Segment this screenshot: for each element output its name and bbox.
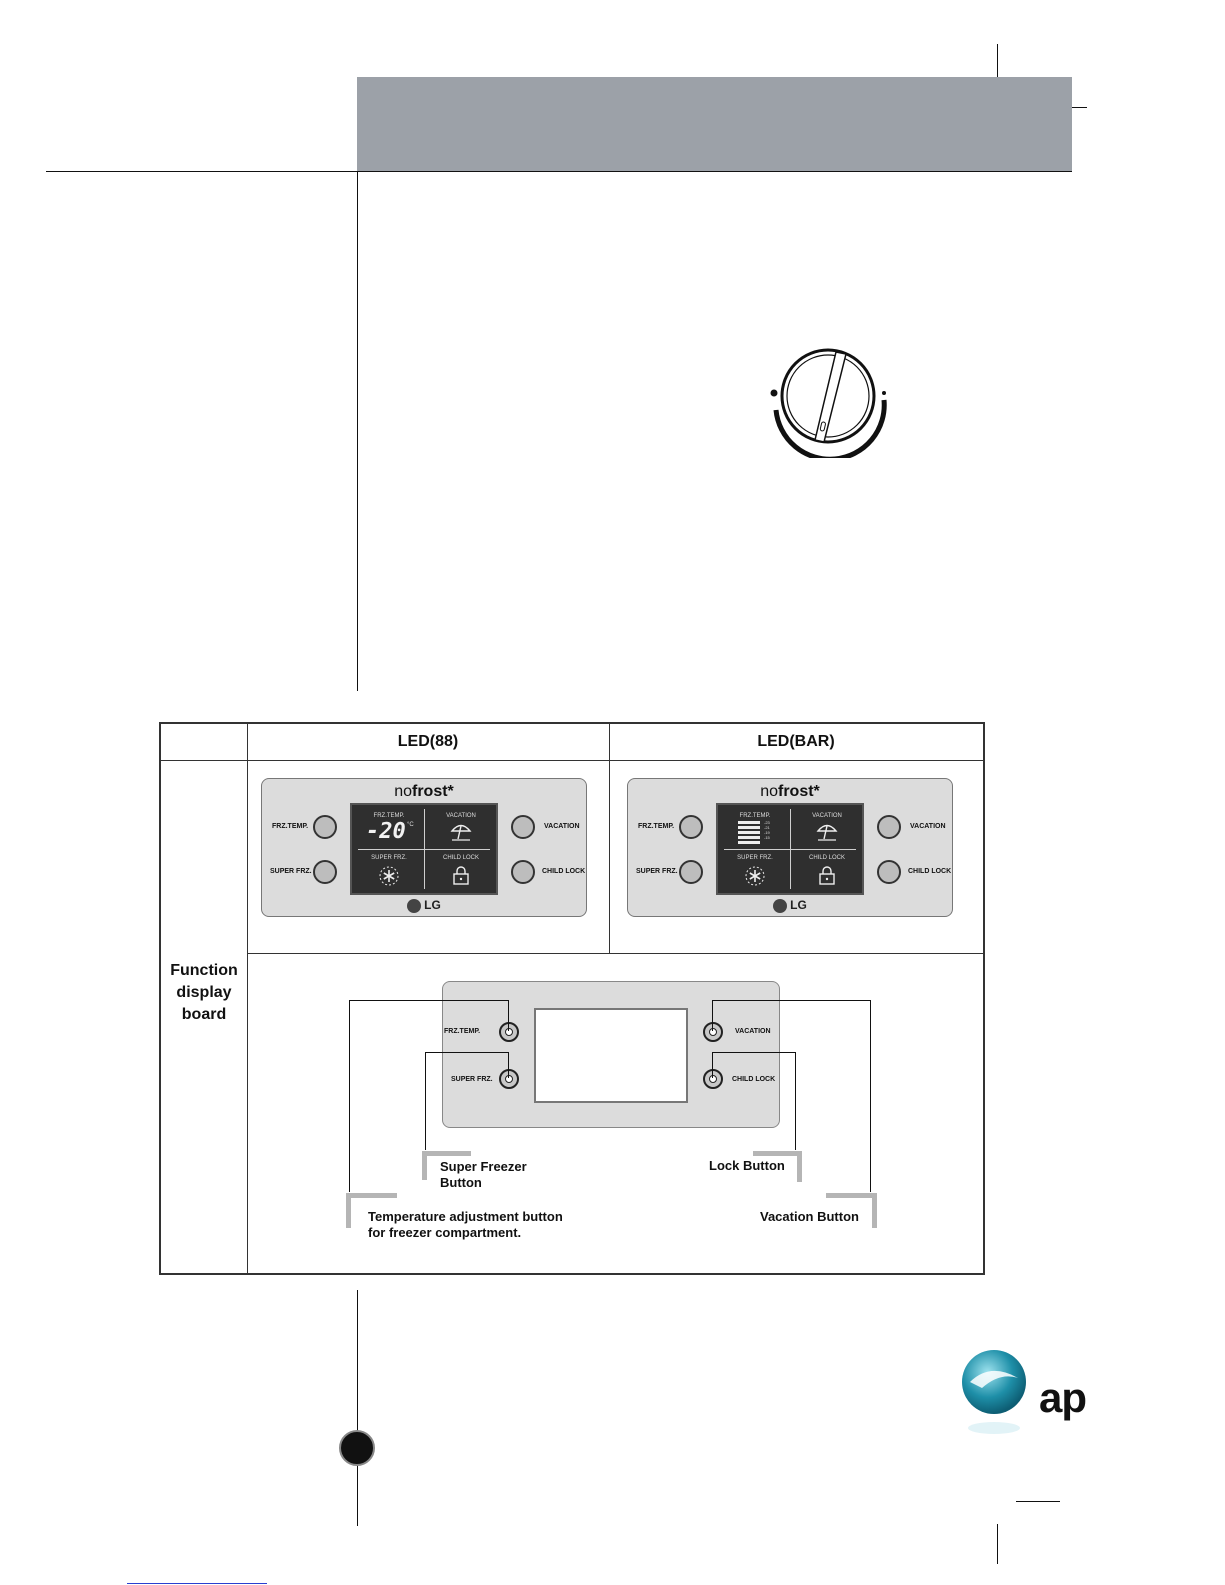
callout-lock: Lock Button <box>709 1158 785 1173</box>
vacation-button[interactable] <box>877 815 901 839</box>
umbrella-icon <box>816 822 838 842</box>
bottom-link-underline <box>127 1583 267 1584</box>
leader-temp-adjust-drop <box>508 1000 509 1031</box>
column-header-led88: LED(88) <box>397 733 459 750</box>
screen-super-frz-label: SUPER FRZ. <box>371 855 407 861</box>
chapter-header-band <box>357 77 1072 171</box>
schematic-display-window <box>534 1008 688 1103</box>
bar-level-labels: -23 -21 -19 -15 <box>764 820 770 840</box>
brand-swirl-icon <box>960 1348 1032 1438</box>
lg-logo: LG <box>628 898 952 913</box>
schematic-super-frz-label: SUPER FRZ. <box>451 1076 493 1083</box>
snowflake-icon <box>744 865 766 887</box>
column-header-ledbar: LED(BAR) <box>757 733 835 750</box>
brand-logo-text: ap <box>1039 1374 1087 1421</box>
frz-temp-button[interactable] <box>679 815 703 839</box>
child-lock-button[interactable] <box>511 860 535 884</box>
temperature-readout: -20 <box>366 819 406 844</box>
leader-super-freezer-drop <box>508 1052 509 1078</box>
frz-temp-label: FRZ.TEMP. <box>638 823 675 830</box>
nofrost-logo: nofrost* <box>760 783 820 800</box>
margin-rule-upper <box>357 171 358 691</box>
child-lock-label: CHILD LOCK <box>908 868 952 875</box>
screen-frz-temp-label: FRZ.TEMP. <box>739 813 771 819</box>
screen-vacation-label: VACATION <box>446 813 476 819</box>
lg-logo: LG <box>262 898 586 913</box>
screen-child-lock-label: CHILD LOCK <box>808 855 845 861</box>
ledbar-display-screen <box>716 803 864 895</box>
crop-mark-top <box>997 44 998 78</box>
schematic-vacation-label: VACATION <box>735 1028 771 1035</box>
leader-vacation-drop <box>712 1000 713 1031</box>
nofrost-logo: nofrost* <box>394 783 454 800</box>
snowflake-icon <box>378 865 400 887</box>
frz-temp-label: FRZ.TEMP. <box>272 823 309 830</box>
margin-rule-lower <box>357 1290 358 1526</box>
super-frz-label: SUPER FRZ. <box>270 868 312 875</box>
crop-mark-bottom <box>997 1524 998 1564</box>
padlock-icon <box>452 865 470 885</box>
vacation-label: VACATION <box>544 823 580 830</box>
umbrella-icon <box>450 822 472 842</box>
screen-frz-temp-label: FRZ.TEMP. <box>373 813 405 819</box>
leader-lock <box>712 1052 796 1150</box>
padlock-icon <box>818 865 836 885</box>
ledbar-control-panel <box>627 778 953 917</box>
temperature-unit: °C <box>407 822 414 828</box>
super-frz-button[interactable] <box>679 860 703 884</box>
leader-lock-drop <box>712 1052 713 1078</box>
screen-vacation-label: VACATION <box>812 813 842 819</box>
schematic-frz-temp-label: FRZ.TEMP. <box>444 1028 481 1035</box>
frz-temp-button[interactable] <box>313 815 337 839</box>
callout-super-freezer: Super Freezer Button <box>440 1159 527 1190</box>
vacation-button[interactable] <box>511 815 535 839</box>
led88-control-panel <box>261 778 587 917</box>
schematic-child-lock-label: CHILD LOCK <box>732 1076 776 1083</box>
callout-vacation: Vacation Button <box>760 1209 859 1224</box>
leader-super-freezer <box>425 1052 509 1150</box>
header-rule <box>46 171 1072 172</box>
screen-super-frz-label: SUPER FRZ. <box>737 855 773 861</box>
callout-temp-adjust: Temperature adjustment button for freezer compartment. <box>368 1209 563 1240</box>
crop-mark-bottom-right <box>1016 1501 1060 1502</box>
page-number-dot <box>339 1430 375 1466</box>
screen-child-lock-label: CHILD LOCK <box>442 855 479 861</box>
child-lock-button[interactable] <box>877 860 901 884</box>
super-frz-button[interactable] <box>313 860 337 884</box>
led88-display-screen <box>350 803 498 895</box>
brand-logo <box>960 1348 1088 1444</box>
temperature-dial-icon <box>766 348 890 458</box>
row-label-function-display-board: Function display board <box>170 962 238 1023</box>
function-display-table <box>159 722 985 1275</box>
vacation-label: VACATION <box>910 823 946 830</box>
child-lock-label: CHILD LOCK <box>542 868 586 875</box>
super-frz-label: SUPER FRZ. <box>636 868 678 875</box>
temperature-bar-graph <box>738 821 760 844</box>
